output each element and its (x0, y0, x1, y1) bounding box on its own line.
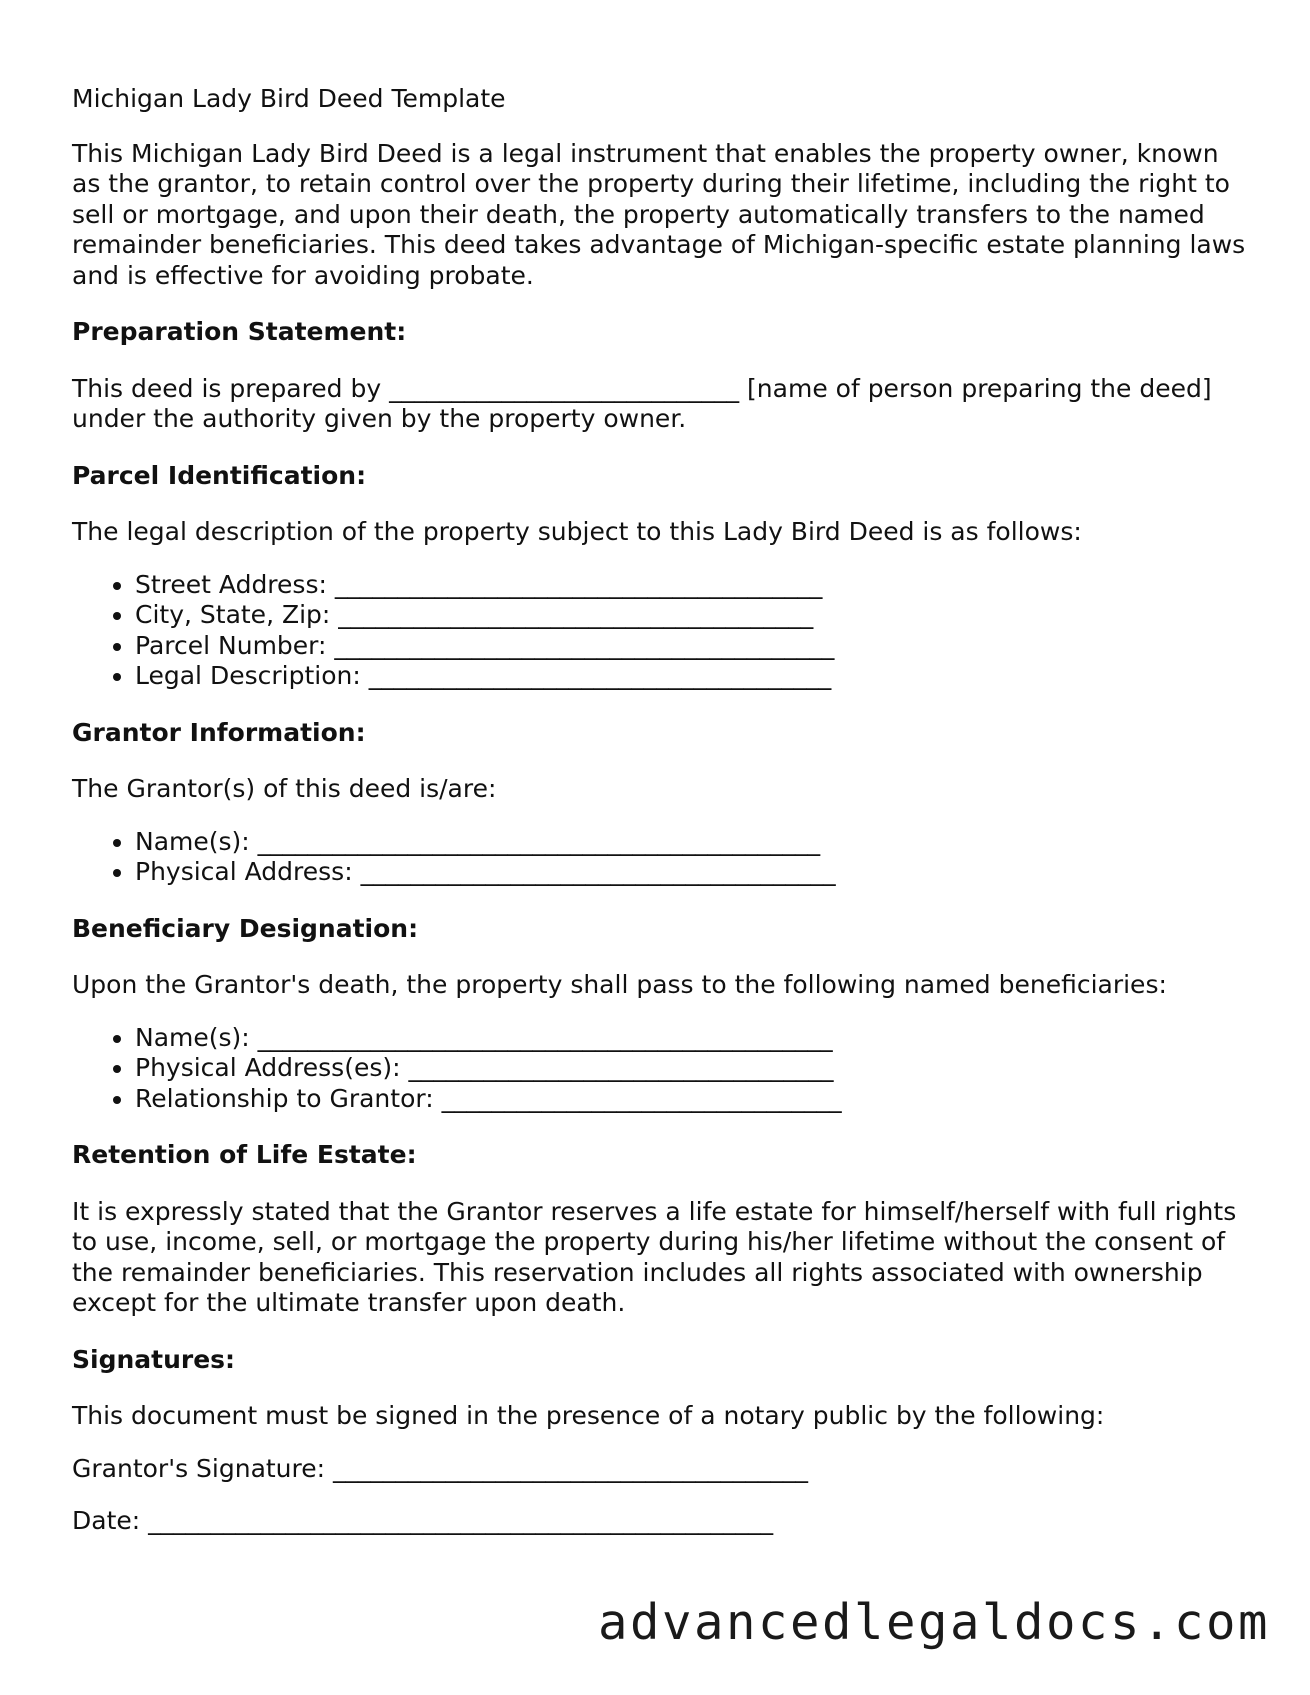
intro-paragraph: This Michigan Lady Bird Deed is a legal instrument that enables the property owner, known as the grantor, to retain control over the property during their lifetime, including the right to sell or mortgage, and upon their death, the property automatically transfers to the named remainder beneficiaries. This deed takes advantage of Michigan-specific estate planning laws and is effective for avoiding probate. (72, 138, 1246, 290)
beneficiary-relationship-field: • Relationship to Grantor: ________________________________ (135, 1084, 1247, 1115)
parcel-heading: Parcel Identification: (72, 460, 367, 490)
document-page (72, 84, 1247, 1537)
signatures-intro: This document must be signed in the presence of a notary public by the following: (72, 1401, 1105, 1430)
beneficiary-intro: Upon the Grantor's death, the property shall pass to the following named beneficiaries: (72, 970, 1167, 999)
grantor-signature-line: Grantor's Signature: ______________________________________ (72, 1453, 809, 1483)
preparation-text: This deed is prepared by ____________________________ [name of person preparing the deed] under the authority given by the property owner. (72, 373, 1212, 433)
parcel-street-address-field: • Street Address: _______________________________________ (135, 570, 1247, 601)
document-title: Michigan Lady Bird Deed Template (72, 84, 506, 113)
grantor-heading: Grantor Information: (72, 717, 366, 747)
retention-heading: Retention of Life Estate: (72, 1140, 417, 1169)
parcel-list (72, 570, 1247, 692)
date-line: Date: __________________________________________________ (72, 1506, 774, 1535)
beneficiary-names-field: • Name(s): ______________________________________________ (135, 1023, 1247, 1054)
parcel-city-state-zip-field: • City, State, Zip: ______________________________________ (135, 600, 1247, 631)
grantor-names-field: • Name(s): _____________________________________________ (135, 827, 1247, 858)
preparation-heading: Preparation Statement: (72, 317, 407, 346)
grantor-address-field: • Physical Address: ______________________________________ (135, 857, 1247, 888)
beneficiary-heading: Beneficiary Designation: (72, 913, 419, 943)
beneficiary-addresses-field: • Physical Address(es): __________________________________ (135, 1053, 1247, 1084)
parcel-intro: The legal description of the property subject to this Lady Bird Deed is as follows: (72, 517, 1082, 546)
signatures-heading: Signatures: (72, 1344, 236, 1374)
grantor-list (72, 827, 1247, 888)
parcel-number-field: • Parcel Number: ________________________________________ (135, 631, 1247, 662)
retention-text: It is expressly stated that the Grantor reserves a life estate for himself/herself with full rights to use, income, sell, or mortgage the property during his/her lifetime without the consent of the remainder beneficiaries. This reservation includes all rights associated with ownership except for the ultimate transfer upon death. (72, 1196, 1237, 1317)
watermark-text: advancedlegaldocs.com (597, 1594, 1270, 1651)
beneficiary-list (72, 1023, 1247, 1115)
grantor-intro: The Grantor(s) of this deed is/are: (72, 774, 497, 803)
parcel-legal-description-field: • Legal Description: _____________________________________ (135, 661, 1247, 692)
